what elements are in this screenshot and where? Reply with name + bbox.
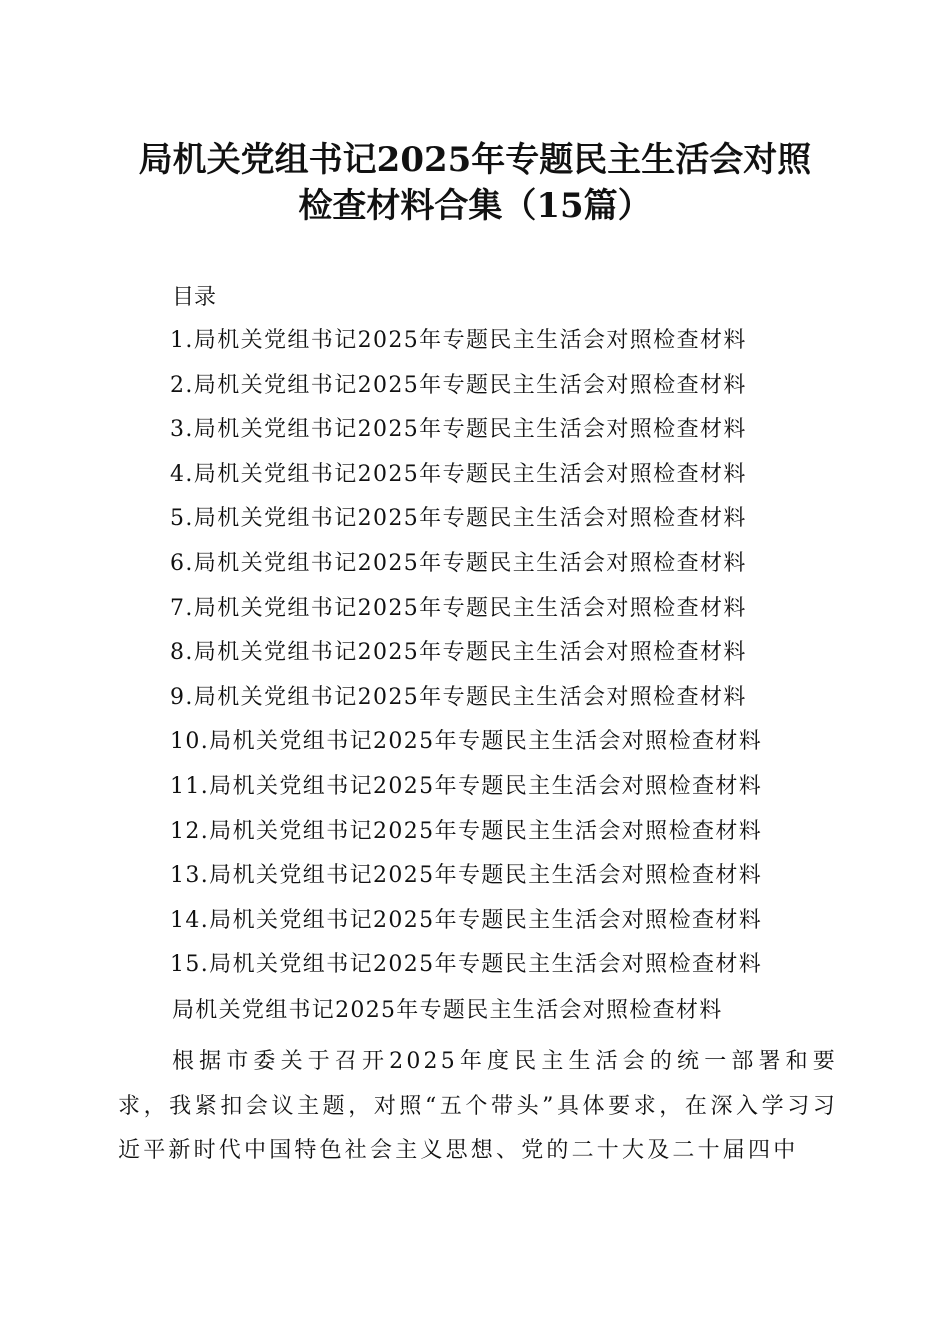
toc-item: 7.局机关党组书记2025年专题民主生活会对照检查材料 [170, 595, 747, 621]
toc-item: 1.局机关党组书记2025年专题民主生活会对照检查材料 [170, 328, 747, 353]
toc-item: 5.局机关党组书记2025年专题民主生活会对照检查材料 [170, 506, 747, 532]
toc-heading: 目录 [172, 285, 217, 310]
toc-item: 9.局机关党组书记2025年专题民主生活会对照检查材料 [170, 684, 747, 710]
toc-list [170, 326, 762, 995]
body-paragraph: 根据市委关于召开2025年度民主生活会的统一部署和要求，我紧扣会议主题，对照“五个带头”具体要求，在深入学习习近平新时代中国特色社会主义思想、党的二十大及二十届四中 [118, 1049, 838, 1163]
toc-item: 11.局机关党组书记2025年专题民主生活会对照检查材料 [170, 773, 763, 799]
section-title: 局机关党组书记2025年专题民主生活会对照检查材料 [172, 998, 723, 1023]
toc-item: 2.局机关党组书记2025年专题民主生活会对照检查材料 [170, 372, 747, 398]
toc-item: 13.局机关党组书记2025年专题民主生活会对照检查材料 [170, 863, 763, 889]
toc-item: 8.局机关党组书记2025年专题民主生活会对照检查材料 [170, 640, 747, 666]
document-title-line-1: 局机关党组书记2025年专题民主生活会对照 [138, 140, 812, 180]
toc-item: 3.局机关党组书记2025年专题民主生活会对照检查材料 [170, 417, 747, 443]
toc-item: 15.局机关党组书记2025年专题民主生活会对照检查材料 [170, 952, 763, 978]
toc-item: 14.局机关党组书记2025年专题民主生活会对照检查材料 [170, 907, 763, 933]
toc-item: 4.局机关党组书记2025年专题民主生活会对照检查材料 [170, 461, 747, 487]
toc-item: 6.局机关党组书记2025年专题民主生活会对照检查材料 [170, 550, 747, 576]
document-title-line-2: 检查材料合集（15篇） [298, 186, 652, 226]
toc-item: 12.局机关党组书记2025年专题民主生活会对照检查材料 [170, 818, 763, 844]
toc-item: 10.局机关党组书记2025年专题民主生活会对照检查材料 [170, 729, 763, 755]
